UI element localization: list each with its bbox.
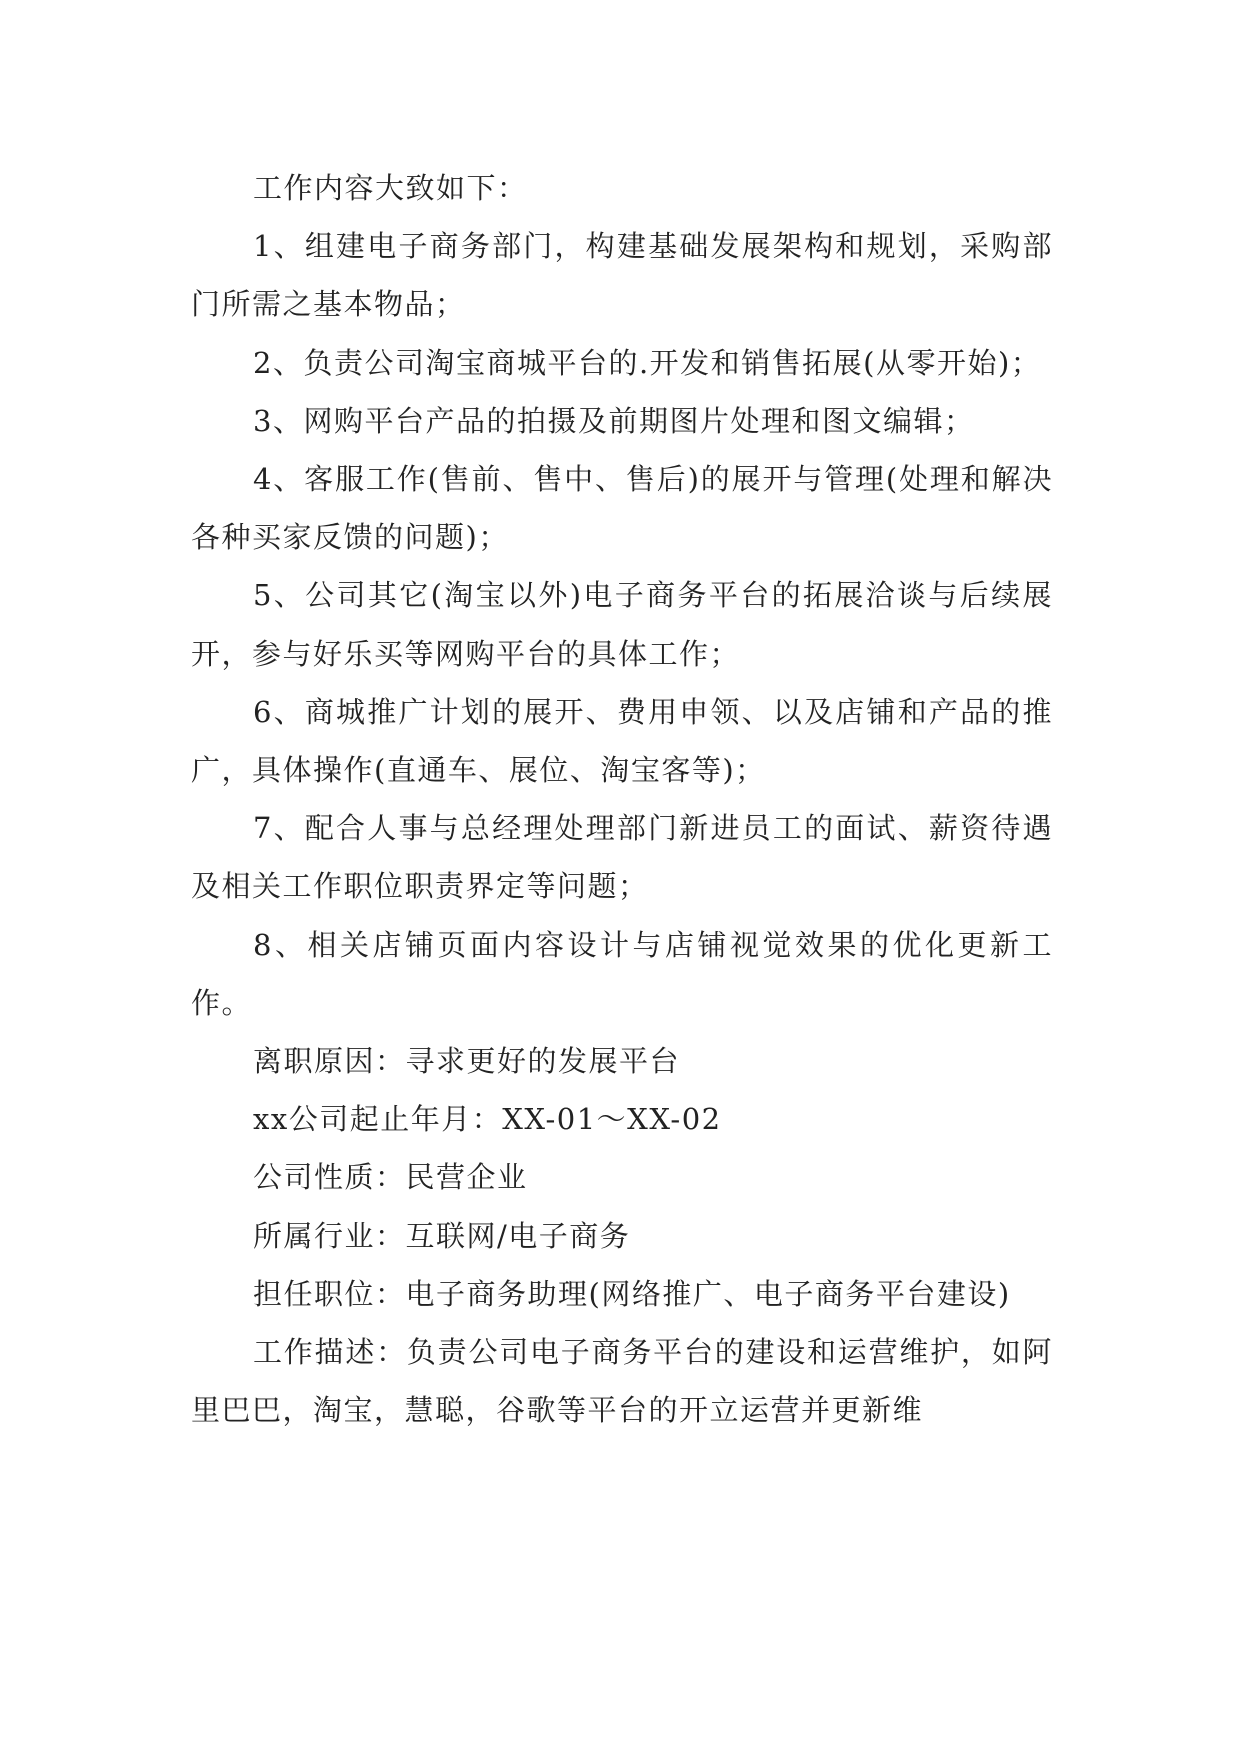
paragraph-work-content-heading: 工作内容大致如下： (253, 171, 528, 205)
paragraph-item-1: 1、组建电子商务部门，构建基础发展架构和规划，采购部门所需之基本物品； (191, 229, 1053, 322)
paragraph-item-6: 6、商城推广计划的展开、费用申领、以及店铺和产品的推广，具体操作(直通车、展位、淘宝客等)； (191, 694, 1053, 788)
paragraph-item-4: 4、客服工作(售前、售中、售后)的展开与管理(处理和解决各种买家反馈的问题)； (191, 462, 1053, 555)
paragraph-item-7: 7、配合人事与总经理处理部门新进员工的面试、薪资待遇及相关工作职位职责界定等问题； (191, 811, 1053, 904)
paragraph-company-nature: 公司性质：民营企业 (253, 1160, 528, 1195)
paragraph-item-3: 3、网购平台产品的拍摄及前期图片处理和图文编辑； (253, 403, 975, 438)
paragraph-job-description: 工作描述：负责公司电子商务平台的建设和运营维护，如阿里巴巴，淘宝，慧聪，谷歌等平台的开立运营并更新维 (191, 1335, 1053, 1428)
paragraph-item-2: 2、负责公司淘宝商城平台的.开发和销售拓展(从零开始)； (253, 345, 1042, 380)
paragraph-item-8: 8、相关店铺页面内容设计与店铺视觉效果的优化更新工作。 (191, 927, 1053, 1020)
paragraph-industry: 所属行业：互联网/电子商务 (253, 1218, 631, 1253)
document-body (191, 159, 1053, 1439)
paragraph-position: 担任职位：电子商务助理(网络推广、电子商务平台建设) (253, 1276, 1011, 1311)
paragraph-company-period: xx公司起止年月：XX-01～XX-02 (253, 1102, 722, 1137)
paragraph-leave-reason: 离职原因：寻求更好的发展平台 (253, 1044, 681, 1079)
paragraph-item-5: 5、公司其它(淘宝以外)电子商务平台的拓展洽谈与后续展开，参与好乐买等网购平台的具体工作； (191, 578, 1053, 671)
